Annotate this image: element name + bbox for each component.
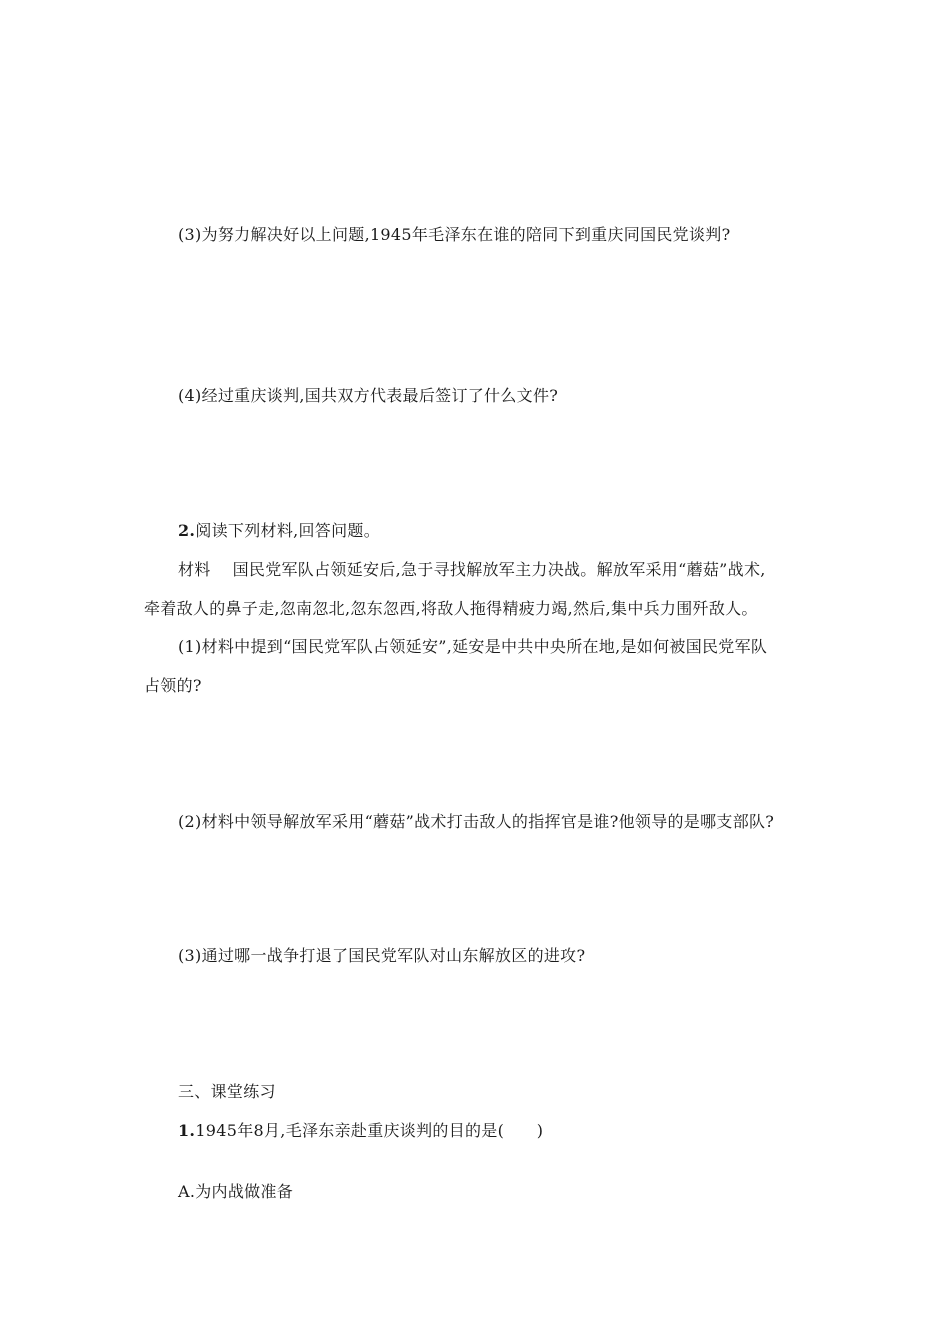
section-2-number: 2. <box>178 521 196 540</box>
exercise-1-number: 1. <box>178 1121 196 1140</box>
question-2-3-text: (3)通过哪一战争打退了国民党军队对山东解放区的进攻? <box>178 946 586 965</box>
section-2-heading <box>178 521 380 541</box>
question-3-text: (3)为努力解决好以上问题,1945年毛泽东在谁的陪同下到重庆同国民党谈判? <box>178 225 731 244</box>
question-2-1-line-1: (1)材料中提到“国民党军队占领延安”,延安是中共中央所在地,是如何被国民党军队 <box>178 637 768 656</box>
section-2-heading-text: 阅读下列材料,回答问题。 <box>195 521 380 540</box>
material-label: 材料 <box>178 560 211 579</box>
material-text-1: 国民党军队占领延安后,急于寻找解放军主力决战。解放军采用“蘑菇”战术, <box>232 560 766 579</box>
option-a: A.为内战做准备 <box>178 1182 294 1201</box>
question-2-1-line-2: 占领的? <box>144 676 202 695</box>
exercise-1-question <box>178 1121 543 1141</box>
section-3-heading: 三、课堂练习 <box>178 1082 276 1101</box>
exercise-1-text: 1945年8月,毛泽东亲赴重庆谈判的目的是( ) <box>195 1121 544 1140</box>
question-4-text: (4)经过重庆谈判,国共双方代表最后签订了什么文件? <box>178 386 559 405</box>
question-2-2-text: (2)材料中领导解放军采用“蘑菇”战术打击敌人的指挥官是谁?他领导的是哪支部队? <box>178 812 775 831</box>
material-line-1 <box>178 560 766 580</box>
material-line-2: 牵着敌人的鼻子走,忽南忽北,忽东忽西,将敌人拖得精疲力竭,然后,集中兵力围歼敌人。 <box>144 599 758 618</box>
